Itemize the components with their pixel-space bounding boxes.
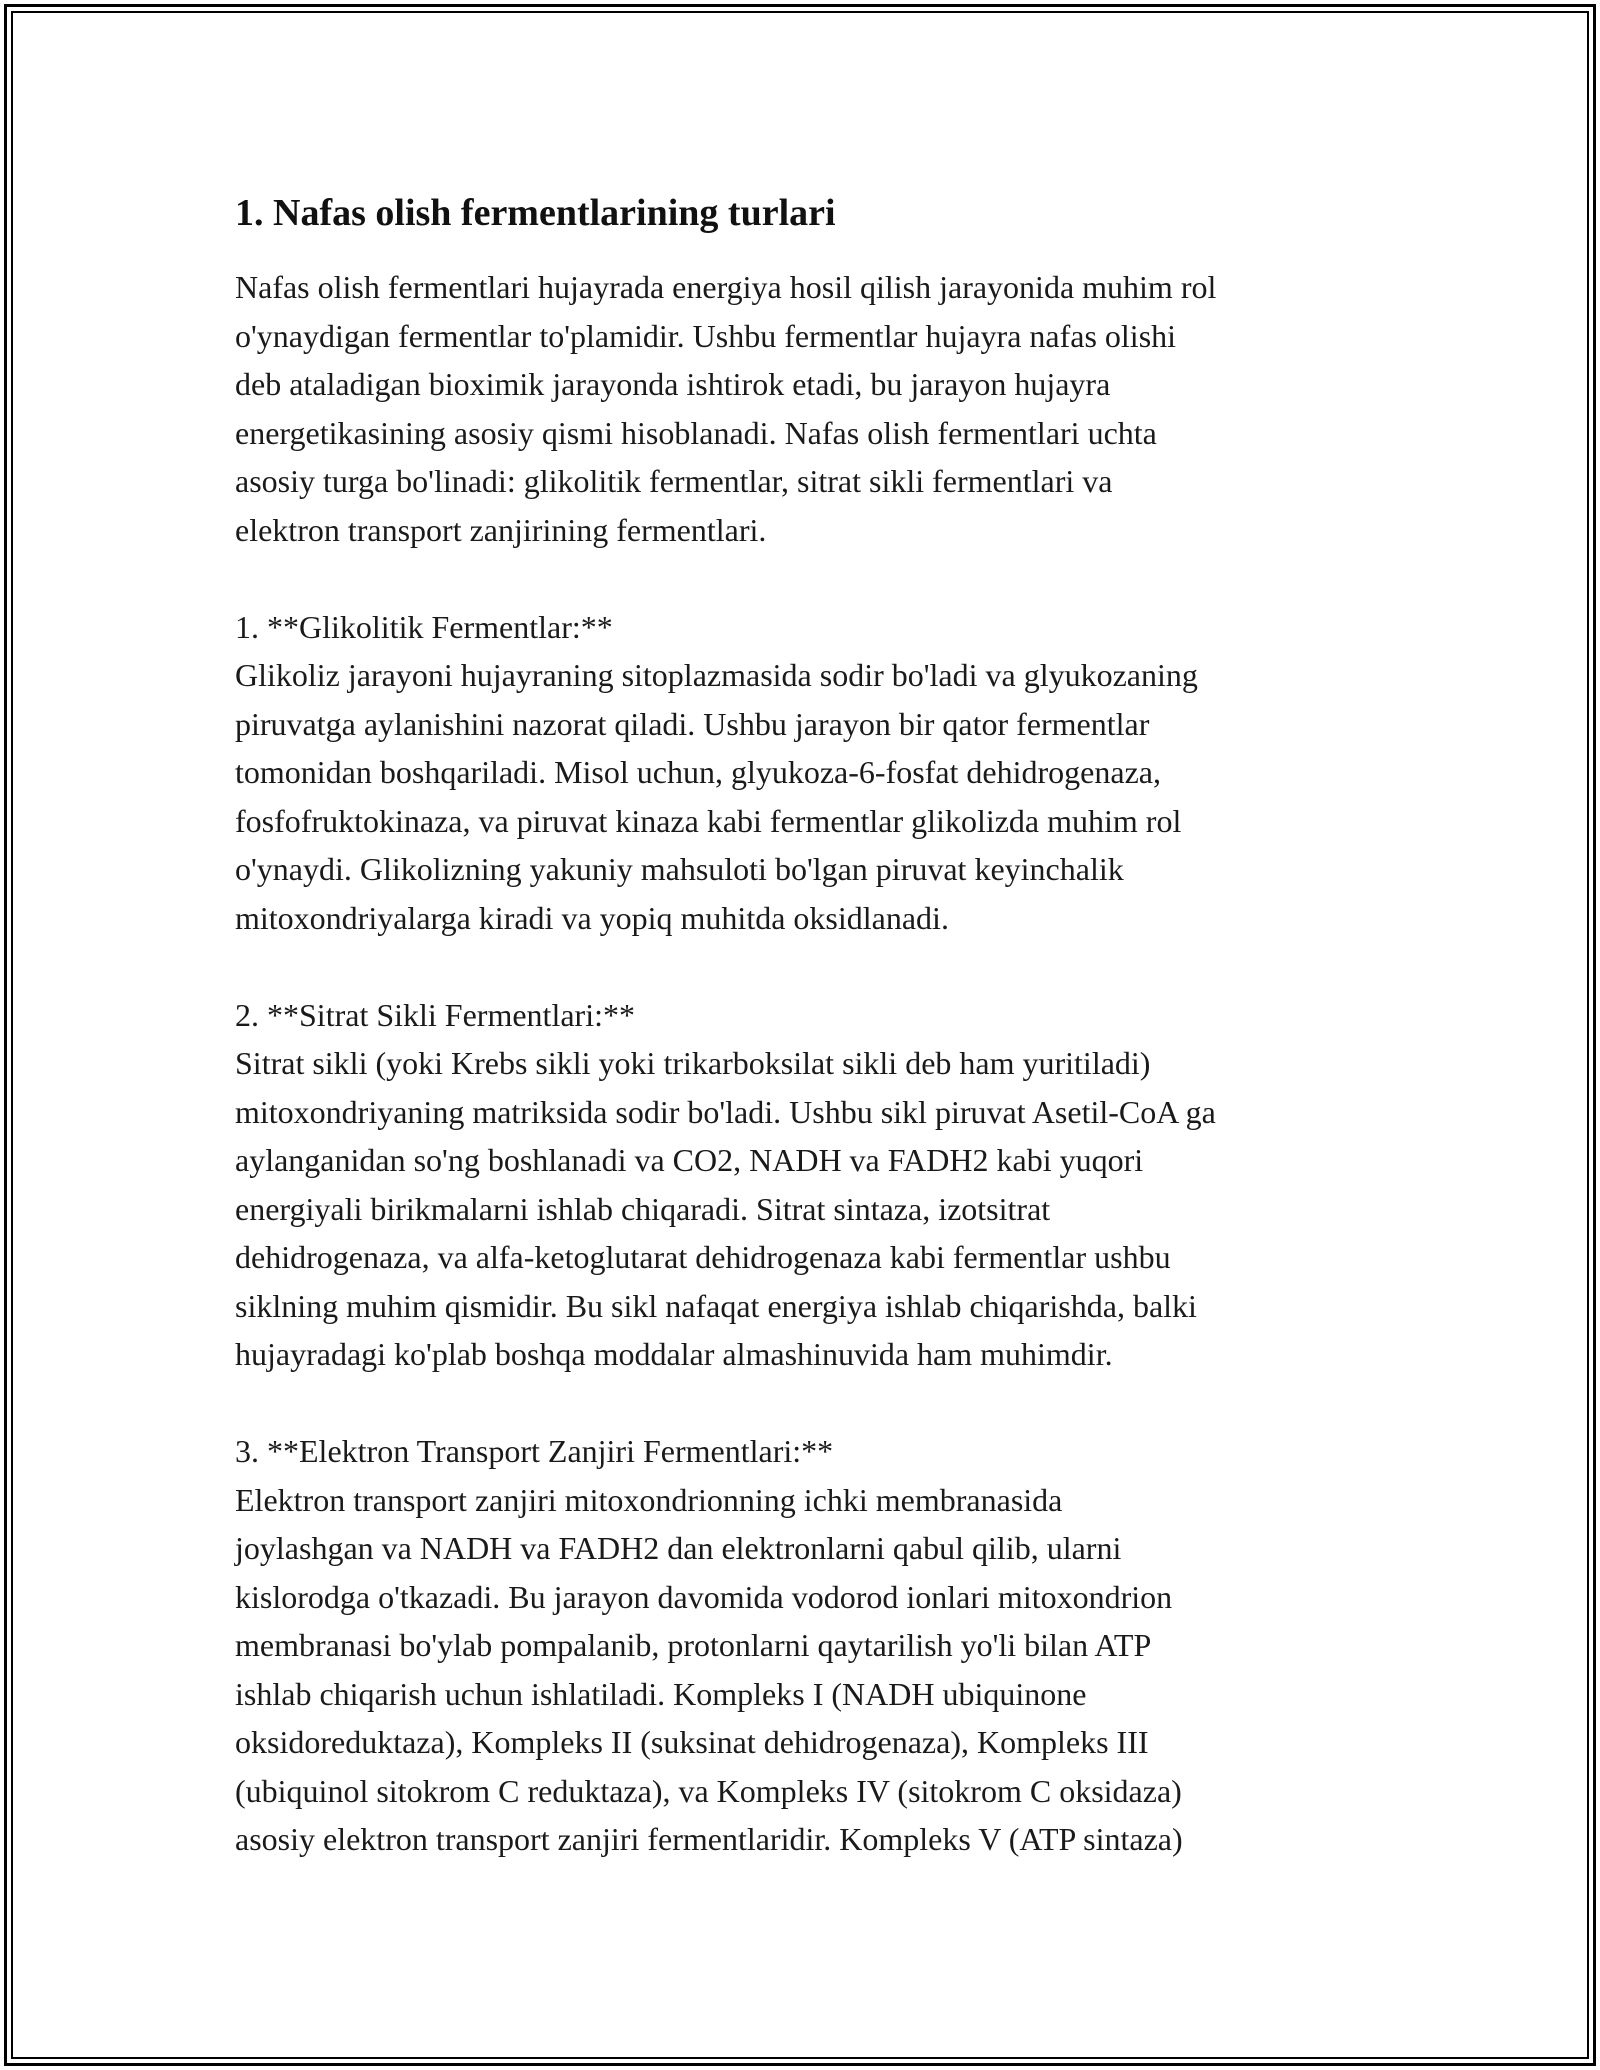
- list-item-title: 3. **Elektron Transport Zanjiri Fermentlari:**: [235, 1433, 834, 1469]
- document-body: [235, 185, 1395, 1864]
- list-item-electron-transport: [235, 1427, 1395, 1864]
- list-item-citrate-cycle: [235, 991, 1395, 1379]
- section-heading: 1. Nafas olish fermentlarining turlari: [235, 192, 836, 234]
- list-item-glycolytic: [235, 603, 1395, 943]
- spacer: [235, 942, 1395, 991]
- list-item-body: Glikoliz jarayoni hujayraning sitoplazmasida sodir bo'ladi va glyukozaning piruvatga aylanishini nazorat qiladi. Ushbu jarayon bir qator fermentlar tomonidan boshqariladi. Misol uchun, glyukoza-6-fosfat dehidrogenaza, fosfofruktokinaza, va piruvat kinaza kabi fermentlar glikolizda muhim rol o'ynaydi. Glikolizning yakuniy mahsuloti bo'lgan piruvat keyinchalik mitoxondriyalarga kiradi va yopiq muhitda oksidlanadi.: [235, 657, 1198, 936]
- list-item-title: 1. **Glikolitik Fermentlar:**: [235, 608, 613, 645]
- list-item-body: Elektron transport zanjiri mitoxondrionning ichki membranasida joylashgan va NADH va FADH2 dan elektronlarni qabul qilib, ularni kislorodga o'tkazadi. Bu jarayon davomida vodorod ionlari mitoxondrion membranasi bo'ylab pompalanib, protonlarni qaytarilish yo'li bilan ATP ishlab chiqarish uchun ishlatiladi. Kompleks I (NADH ubiquinone oksidoreduktaza), Kompleks II (suksinat dehidrogenaza), Kompleks III (ubiquinol sitokrom C reduktaza), va Kompleks IV (sitokrom C oksidaza) asosiy elektron transport zanjiri fermentlaridir. Kompleks V (ATP sintaza): [235, 1481, 1183, 1857]
- intro-paragraph: Nafas olish fermentlari hujayrada energiya hosil qilish jarayonida muhim rol o'ynaydigan fermentlar to'plamidir. Ushbu fermentlar hujayra nafas olishi deb ataladigan bioximik jarayonda ishtirok etadi, bu jarayon hujayra energetikasining asosiy qismi hisoblanadi. Nafas olish fermentlari uchta asosiy turga bo'linadi: glikolitik fermentlar, sitrat sikli fermentlari va elektron transport zanjirining fermentlari.: [235, 269, 1217, 548]
- list-item-body: Sitrat sikli (yoki Krebs sikli yoki trikarboksilat sikli deb ham yuritiladi) mitoxondriyaning matriksida sodir bo'ladi. Ushbu sikl piruvat Asetil-CoA ga aylanganidan so'ng boshlanadi va CO2, NADH va FADH2 kabi yuqori energiyali birikmalarni ishlab chiqaradi. Sitrat sintaza, izotsitrat dehidrogenaza, va alfa-ketoglutarat dehidrogenaza kabi fermentlar ushbu siklning muhim qismidir. Bu sikl nafaqat energiya ishlab chiqarishda, balki hujayradagi ko'plab boshqa moddalar almashinuvida ham muhimdir.: [235, 1045, 1216, 1372]
- list-item-title: 2. **Sitrat Sikli Fermentlari:**: [235, 996, 635, 1033]
- spacer: [235, 1379, 1395, 1428]
- spacer: [235, 554, 1395, 603]
